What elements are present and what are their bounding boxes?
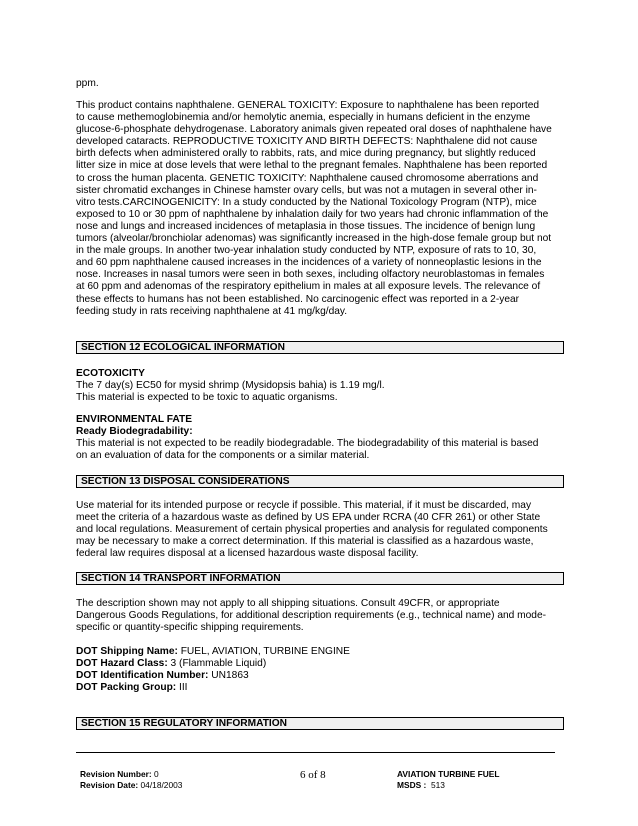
dot-info [76,646,568,694]
revision-number [80,769,182,780]
revision-number-label: Revision Number: [80,769,152,779]
msds-label: MSDS : [397,780,427,790]
paragraph-line: may be necessary to make a correct determination. If this material is classified as a hazardous waste, [76,536,534,548]
section-14-header [76,572,564,585]
page-number: 6 of 8 [300,769,326,781]
dot-hazard-class-label: DOT Hazard Class: [76,658,168,670]
section-14-title: SECTION 14 TRANSPORT INFORMATION [81,573,281,584]
revision-number-value: 0 [151,769,159,779]
disposal-text [76,500,568,560]
paragraph-line: sister chromatid exchanges in Chinese hamster ovary cells, but was not a mutagen in several other in- [76,184,537,196]
paragraph-line: tumors (alveolar/bronchiolar adenomas) was significantly increased in the high-dose female group but not [76,233,552,245]
paragraph-line: specific or quantity-specific shipping requirements. [76,622,304,634]
paragraph-line: nose. Increases in nasal tumors were seen in both sexes, including olfactory neuroblastomas in females [76,269,545,281]
paragraph-line: in the male groups. In another two-year inhalation study conducted by NTP, exposure of rats to 10, 30, [76,245,537,257]
paragraph-line: litter size in mice at dose levels that were lethal to the pregnant females. Naphthalene has been reported [76,160,548,172]
paragraph-line: and local regulations. Measurement of certain physical properties and analysis for regulated components [76,524,548,536]
paragraph-line: to cross the human placenta. GENETIC TOXICITY: Naphthalene caused chromosome aberrations and [76,172,539,184]
dot-id-number-label: DOT Identification Number: [76,670,209,682]
paragraph-line: Use material for its intended purpose or recycle if possible. This material, if it must be discarded, may [76,500,532,511]
footer-divider [76,752,555,753]
paragraph-line: feeding study in rats receiving naphthalene at 41 mg/kg/day. [76,305,348,317]
paragraph-line: these effects to humans has not been established. No carcinogenic effect was reported in a 2-year [76,293,520,305]
footer-revision [80,769,182,791]
environmental-fate-text [76,438,568,462]
paragraph-line: to cause methemoglobinemia and/or hemolytic anemia, especially in humans deficient in the enzyme [76,112,531,124]
paragraph-line: developed cataracts. REPRODUCTIVE TOXICITY AND BIRTH DEFECTS: Naphthalene did not cause [76,136,538,148]
section-12-title: SECTION 12 ECOLOGICAL INFORMATION [81,342,285,353]
paragraph-line: and 60 ppm naphthalene caused increases in the incidences of a variety of nonneoplastic lesions in the [76,257,542,269]
environmental-fate-heading: ENVIRONMENTAL FATE [76,414,193,425]
paragraph-line: glucose-6-phosphate dehydrogenase. Laboratory animals given repeated oral doses of naphthalene have [76,124,552,136]
paragraph-line: meet the criteria of a hazardous waste as defined by US EPA under RCRA (40 CFR 261) or other State [76,512,541,524]
paragraph-line: federal law requires disposal at a licensed hazardous waste disposal facility. [76,548,419,560]
ecotoxicity-text [76,380,568,404]
section-13-title: SECTION 13 DISPOSAL CONSIDERATIONS [81,476,290,487]
biodegradability-heading: Ready Biodegradability: [76,426,193,437]
paragraph-line: This material is expected to be toxic to aquatic organisms. [76,392,338,404]
revision-date-label: Revision Date: [80,780,139,790]
revision-date [80,780,182,791]
footer-product [397,769,500,791]
paragraph-line: vitro tests.CARCINOGENICITY: In a study conducted by the National Toxicology Program (NTP), mice [76,196,537,208]
paragraph-line: nose and lungs and increased incidences of metaplasia in those tissues. The incidence of benign lung [76,220,536,232]
section-15-title: SECTION 15 REGULATORY INFORMATION [81,718,288,729]
section-15-header [76,717,564,730]
dot-shipping-name [76,646,568,658]
dot-hazard-class [76,658,568,670]
section-13-header [76,475,564,488]
paragraph-line: This product contains naphthalene. GENERAL TOXICITY: Exposure to naphthalene has been reported [76,100,540,111]
revision-date-value: 04/18/2003 [138,780,183,790]
dot-packing-group [76,682,568,694]
ecotoxicity-heading: ECOTOXICITY [76,368,145,379]
paragraph-line: The description shown may not apply to all shipping situations. Consult 49CFR, or appropriate [76,598,500,609]
transport-text [76,598,568,634]
paragraph-line: The 7 day(s) EC50 for mysid shrimp (Mysidopsis bahia) is 1.19 mg/l. [76,380,385,391]
msds-number [397,780,500,791]
dot-packing-group-label: DOT Packing Group: [76,682,177,694]
section-12-header [76,341,564,354]
paragraph-line: This material is not expected to be readily biodegradable. The biodegradability of this material is based [76,438,539,449]
paragraph-line: birth defects when administered orally to rabbits, rats, and mice during pregnancy, but slightly reduced [76,148,536,160]
dot-identification-number [76,670,568,682]
paragraph-line: exposed to 10 or 30 ppm of naphthalene by inhalation daily for two years had chronic inflammation of the [76,208,549,220]
dot-shipping-name-label: DOT Shipping Name: [76,646,178,657]
paragraph-line: at 60 ppm and adenomas of the respiratory epithelium in males at all exposure levels. The relevance of [76,281,541,293]
paragraph-line: Dangerous Goods Regulations, for additional description requirements (e.g., technical name) and mode- [76,610,547,622]
continuation-text: ppm. [76,78,99,89]
paragraph-line: on an evaluation of data for the components or a similar material. [76,450,370,462]
dot-id-number-value: UN1863 [208,670,249,682]
dot-packing-group-value: III [176,682,188,694]
dot-hazard-class-value: 3 (Flammable Liquid) [167,658,267,670]
product-name: AVIATION TURBINE FUEL [397,769,500,779]
msds-value: 513 [426,780,445,790]
dot-shipping-name-value: FUEL, AVIATION, TURBINE ENGINE [177,646,350,657]
toxicity-paragraph [76,100,568,318]
